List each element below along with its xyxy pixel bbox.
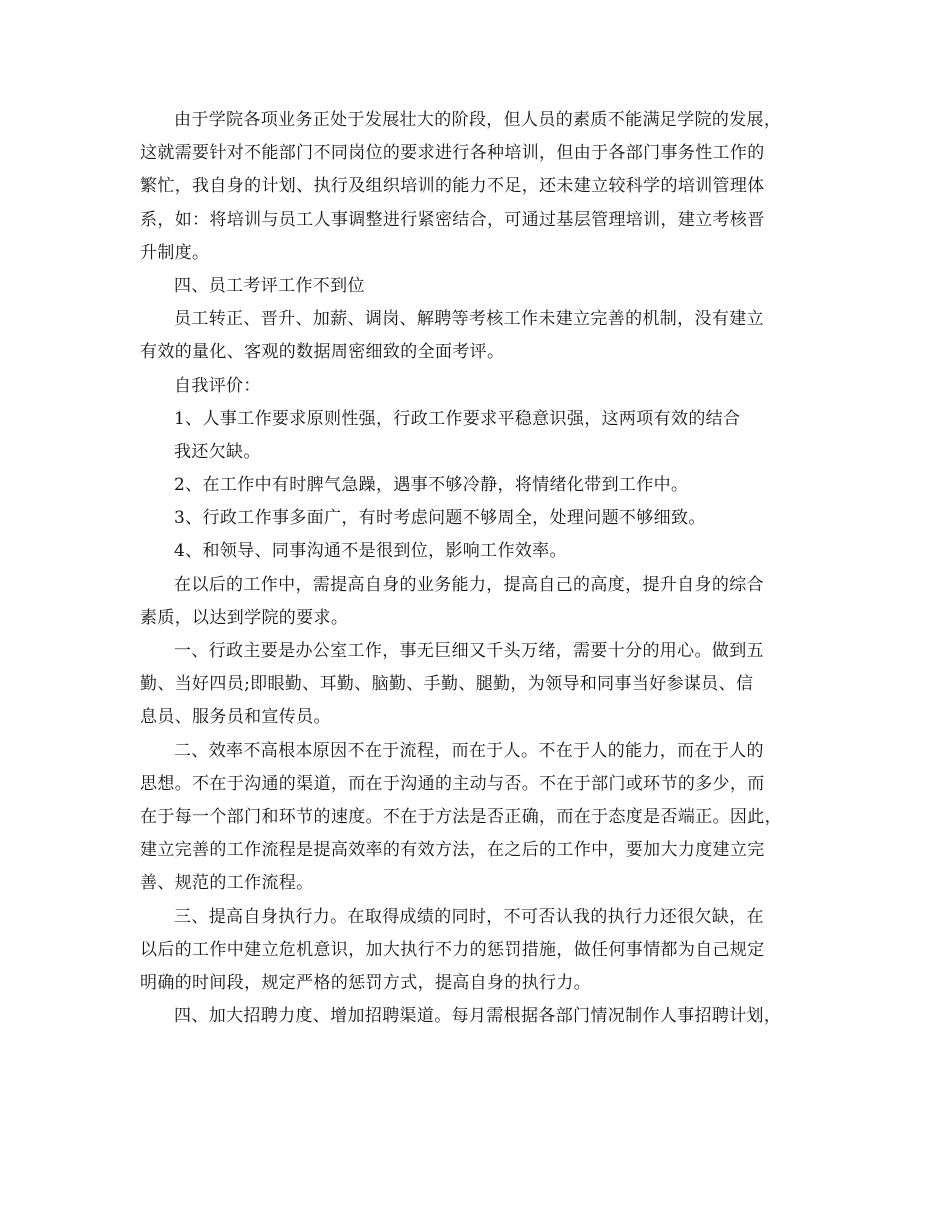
text-line: 四、员工考评工作不到位 <box>174 275 365 296</box>
text-line: 素质，以达到学院的要求。 <box>140 607 349 628</box>
text-line: 有效的量化、客观的数据周密细致的全面考评。 <box>140 342 505 363</box>
text-line: 息员、服务员和宣传员。 <box>140 707 331 728</box>
text-line: 以后的工作中建立危机意识，加大执行不力的惩罚措施，做任何事情都为自己规定 <box>140 939 765 960</box>
text-line: 二、效率不高根本原因不在于流程，而在于人。不在于人的能力，而在于人的 <box>174 740 764 761</box>
text-line: 我还欠缺。 <box>174 441 261 462</box>
text-line: 2、在工作中有时脾气急躁，遇事不够冷静，将情绪化带到工作中。 <box>174 475 689 496</box>
text-line: 在于每一个部门和环节的速度。不在于方法是否正确，而在于态度是否端正。因此， <box>140 806 782 827</box>
text-line: 繁忙，我自身的计划、执行及组织培训的能力不足，还未建立较科学的培训管理体 <box>140 176 765 197</box>
text-line: 勤、当好四员;即眼勤、耳勤、脑勤、手勤、腿勤，为领导和同事当好参谋员、信 <box>140 674 754 695</box>
text-line: 3、行政工作事多面广，有时考虑问题不够周全，处理问题不够细致。 <box>174 508 706 529</box>
text-line: 1、人事工作要求原则性强，行政工作要求平稳意识强，这两项有效的结合 <box>174 408 741 429</box>
text-line: 员工转正、晋升、加薪、调岗、解聘等考核工作未建立完善的机制，没有建立 <box>174 309 764 330</box>
document-body <box>140 104 830 1033</box>
text-line: 建立完善的工作流程是提高效率的有效方法，在之后的工作中，要加大力度建立完 <box>140 840 765 861</box>
text-line: 在以后的工作中，需提高自身的业务能力，提高自己的高度，提升自身的综合 <box>174 574 764 595</box>
text-line: 4、和领导、同事沟通不是很到位，影响工作效率。 <box>174 541 567 562</box>
text-line: 明确的时间段，规定严格的惩罚方式，提高自身的执行力。 <box>140 972 592 993</box>
text-line: 善、规范的工作流程。 <box>140 873 314 894</box>
text-line: 由于学院各项业务正处于发展壮大的阶段，但人员的素质不能满足学院的发展， <box>174 110 782 130</box>
text-line: 这就需要针对不能部门不同岗位的要求进行各种培训，但由于各部门事务性工作的 <box>140 143 765 164</box>
text-line: 自我评价： <box>174 375 261 396</box>
text-line: 一、行政主要是办公室工作，事无巨细又千头万绪，需要十分的用心。做到五 <box>174 641 764 661</box>
text-line: 四、加大招聘力度、增加招聘渠道。每月需根据各部门情况制作人事招聘计划， <box>174 1006 782 1027</box>
text-line: 思想。不在于沟通的渠道，而在于沟通的主动与否。不在于部门或环节的多少，而 <box>140 773 765 794</box>
text-line: 系，如：将培训与员工人事调整进行紧密结合，可通过基层管理培训，建立考核晋 <box>140 209 765 230</box>
text-line: 三、提高自身执行力。在取得成绩的同时，不可否认我的执行力还很欠缺，在 <box>174 906 764 927</box>
text-line: 升制度。 <box>140 242 210 263</box>
